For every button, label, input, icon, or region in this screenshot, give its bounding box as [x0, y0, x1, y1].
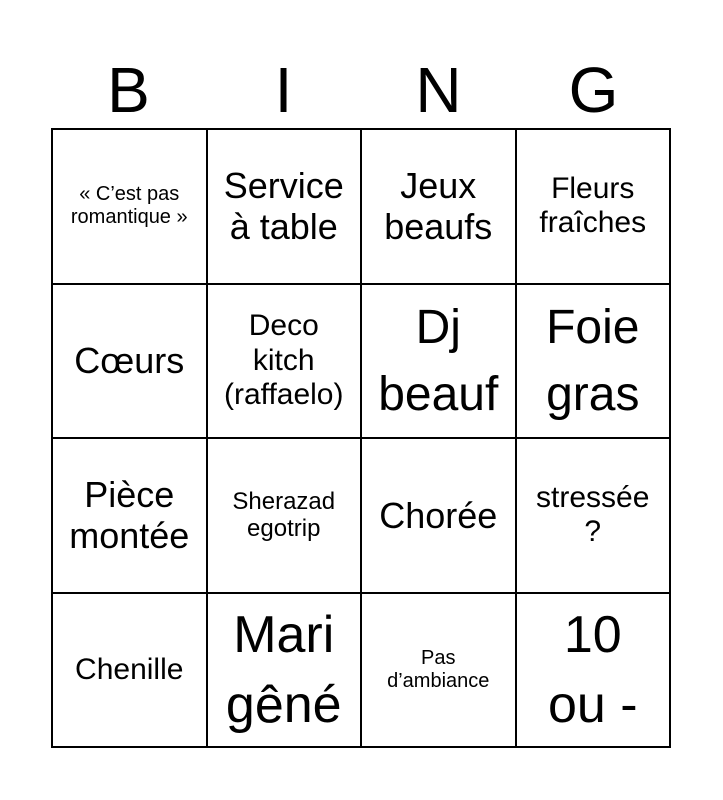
bingo-cell-r1c4[interactable]	[517, 130, 672, 285]
cell-label: Jeux beaufs	[384, 164, 493, 248]
cell-label: Chorée	[379, 494, 498, 536]
cell-label: Sherazad egotrip	[232, 487, 336, 543]
bingo-cell-r3c2[interactable]	[208, 439, 363, 594]
bingo-cell-r3c3[interactable]	[362, 439, 517, 594]
bingo-header	[51, 52, 671, 128]
cell-label: « C’est pas romantique »	[70, 183, 188, 229]
bingo-cell-r1c3[interactable]	[362, 130, 517, 285]
cell-label: Deco kitch (raffaelo)	[223, 309, 344, 411]
bingo-cell-r3c1[interactable]	[53, 439, 208, 594]
bingo-cell-r4c4[interactable]	[517, 594, 672, 749]
cell-label: Cœurs	[74, 340, 185, 382]
header-letter-i: I	[274, 54, 293, 126]
cell-label: stressée ?	[536, 480, 650, 549]
cell-label: Pièce montée	[69, 473, 190, 557]
bingo-cell-r3c4[interactable]	[517, 439, 672, 594]
cell-label: Foie gras	[546, 300, 640, 421]
bingo-grid	[51, 128, 671, 748]
bingo-cell-r4c2[interactable]	[208, 594, 363, 749]
cell-label: Dj beauf	[378, 300, 499, 421]
cell-label: 10 ou -	[547, 605, 638, 734]
cell-label: Service à table	[223, 164, 344, 248]
cell-label: Pas d’ambiance	[387, 646, 490, 692]
cell-label: Chenille	[75, 652, 184, 686]
bingo-cell-r2c3[interactable]	[362, 285, 517, 440]
bingo-cell-r2c1[interactable]	[53, 285, 208, 440]
bingo-cell-r4c1[interactable]	[53, 594, 208, 749]
bingo-cell-r1c1[interactable]	[53, 130, 208, 285]
cell-label: Fleurs fraîches	[539, 171, 647, 240]
bingo-cell-r1c2[interactable]	[208, 130, 363, 285]
header-letter-b: B	[107, 54, 150, 126]
bingo-cell-r4c3[interactable]	[362, 594, 517, 749]
bingo-cell-r2c2[interactable]	[208, 285, 363, 440]
cell-label: Mari gêné	[225, 605, 342, 734]
header-letter-n: N	[415, 54, 462, 126]
bingo-cell-r2c4[interactable]	[517, 285, 672, 440]
header-letter-g: G	[568, 54, 619, 126]
